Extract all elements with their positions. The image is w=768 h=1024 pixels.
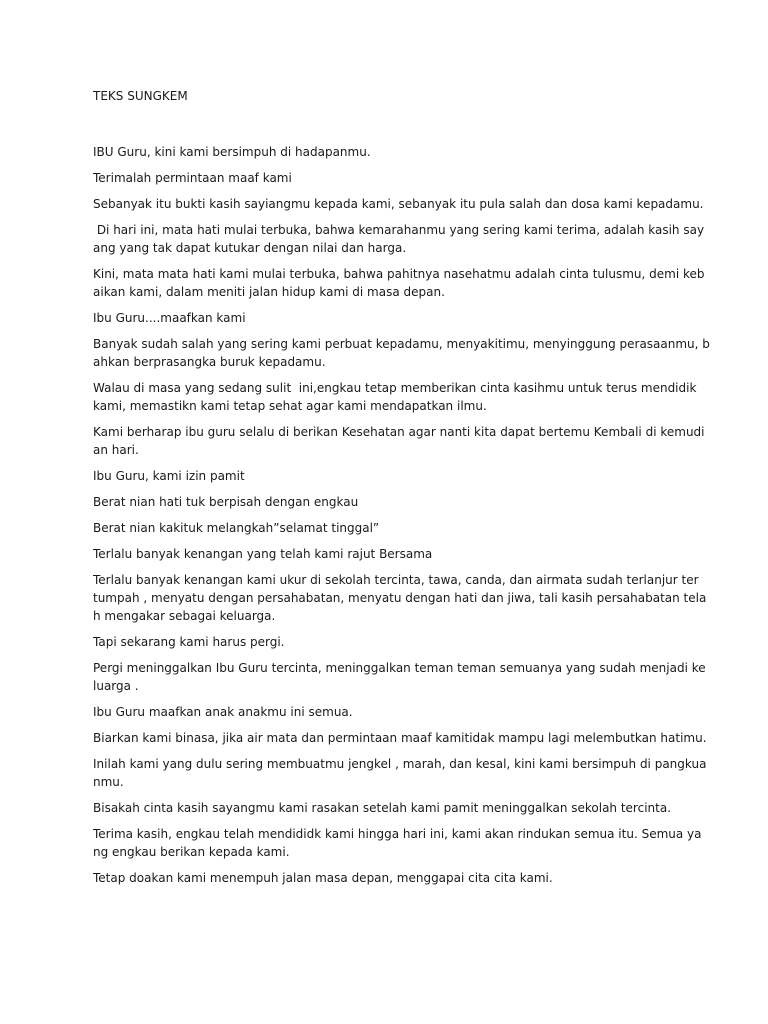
paragraph-line: Terlalu banyak kenangan yang telah kami rajut Bersama bbox=[93, 547, 433, 561]
paragraph-line: an hari. bbox=[93, 443, 139, 457]
paragraph-line: Biarkan kami binasa, jika air mata dan permintaan maaf kamitidak mampu lagi melembutkan hatimu. bbox=[93, 731, 707, 745]
document-title: TEKS SUNGKEM bbox=[93, 89, 188, 103]
paragraph-line: Terlalu banyak kenangan kami ukur di sekolah tercinta, tawa, canda, dan airmata sudah terlanjur ter bbox=[93, 573, 699, 587]
paragraph bbox=[93, 379, 696, 415]
paragraph-line: ahkan berprasangka buruk kepadamu. bbox=[93, 355, 326, 369]
paragraph bbox=[93, 545, 432, 563]
paragraph-line: aikan kami, dalam meniti jalan hidup kami di masa depan. bbox=[93, 285, 445, 299]
paragraph bbox=[93, 659, 706, 695]
paragraph bbox=[93, 799, 671, 817]
paragraph bbox=[93, 729, 707, 747]
paragraph-line: IBU Guru, kini kami bersimpuh di hadapanmu. bbox=[93, 145, 371, 159]
paragraph-line: nmu. bbox=[93, 775, 124, 789]
paragraph-line: Terimalah permintaan maaf kami bbox=[93, 171, 292, 185]
paragraph-line: Bisakah cinta kasih sayangmu kami rasakan setelah kami pamit meninggalkan sekolah tercinta. bbox=[93, 801, 672, 815]
paragraph-line: luarga . bbox=[93, 679, 139, 693]
paragraph bbox=[93, 335, 710, 371]
paragraph bbox=[93, 195, 704, 213]
paragraph bbox=[93, 571, 706, 625]
paragraph bbox=[93, 825, 702, 861]
paragraph bbox=[93, 519, 379, 537]
paragraph-line: ng engkau berikan kepada kami. bbox=[93, 845, 290, 859]
paragraph bbox=[93, 755, 706, 791]
paragraph bbox=[93, 265, 704, 301]
paragraph-line: Inilah kami yang dulu sering membuatmu jengkel , marah, dan kesal, kini kami bersimpuh di pangkua bbox=[93, 757, 707, 771]
paragraph-line: Walau di masa yang sedang sulit ini,engkau tetap memberikan cinta kasihmu untuk terus mendidik bbox=[93, 381, 697, 395]
paragraph-line: Tetap doakan kami menempuh jalan masa depan, menggapai cita cita kami. bbox=[93, 871, 553, 885]
paragraph-line: Di hari ini, mata hati mulai terbuka, bahwa kemarahanmu yang sering kami terima, adalah kasih say bbox=[93, 223, 705, 237]
paragraph bbox=[93, 467, 245, 485]
paragraph-line: Banyak sudah salah yang sering kami perbuat kepadamu, menyakitimu, menyinggung perasaanmu, b bbox=[93, 337, 710, 351]
paragraph bbox=[93, 869, 553, 887]
paragraph-line: ang yang tak dapat kutukar dengan nilai dan harga. bbox=[93, 241, 407, 255]
paragraph bbox=[93, 423, 705, 459]
paragraph-line: Pergi meninggalkan Ibu Guru tercinta, meninggalkan teman teman semuanya yang sudah menjadi ke bbox=[93, 661, 706, 675]
paragraph-line: Berat nian hati tuk berpisah dengan engkau bbox=[93, 495, 359, 509]
paragraph-line: h mengakar sebagai keluarga. bbox=[93, 609, 276, 623]
paragraph bbox=[93, 221, 704, 257]
paragraph bbox=[93, 309, 246, 327]
paragraph-line: tumpah , menyatu dengan persahabatan, menyatu dengan hati dan jiwa, tali kasih persahabatan tela bbox=[93, 591, 707, 605]
paragraph bbox=[93, 143, 371, 161]
paragraph-line: Tapi sekarang kami harus pergi. bbox=[93, 635, 285, 649]
paragraph-line: Berat nian kakituk melangkah”selamat tinggal” bbox=[93, 521, 380, 535]
paragraph-line: Sebanyak itu bukti kasih sayiangmu kepada kami, sebanyak itu pula salah dan dosa kami kepadamu. bbox=[93, 197, 704, 211]
paragraph bbox=[93, 169, 292, 187]
paragraph-line: Terima kasih, engkau telah mendididk kami hingga hari ini, kami akan rindukan semua itu. Semua ya bbox=[93, 827, 702, 841]
paragraph-line: Kini, mata mata hati kami mulai terbuka, bahwa pahitnya nasehatmu adalah cinta tulusmu, demi keb bbox=[93, 267, 705, 281]
paragraph bbox=[93, 493, 358, 511]
paragraph bbox=[93, 703, 353, 721]
paragraph-line: Ibu Guru....maafkan kami bbox=[93, 311, 246, 325]
paragraph-line: Ibu Guru maafkan anak anakmu ini semua. bbox=[93, 705, 353, 719]
paragraph-line: Ibu Guru, kami izin pamit bbox=[93, 469, 245, 483]
paragraph bbox=[93, 633, 285, 651]
paragraph-line: kami, memastikn kami tetap sehat agar kami mendapatkan ilmu. bbox=[93, 399, 487, 413]
paragraph-line: Kami berharap ibu guru selalu di berikan Kesehatan agar nanti kita dapat bertemu Kembali di kemudi bbox=[93, 425, 705, 439]
